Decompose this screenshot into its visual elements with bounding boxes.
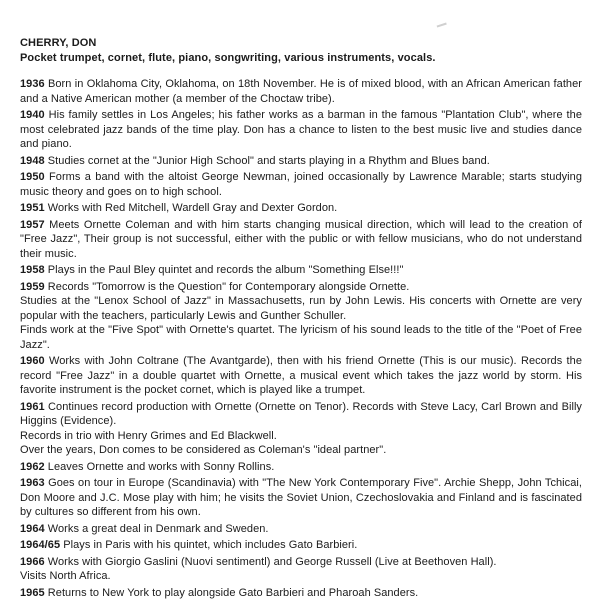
entry-continuation-line: Finds work at the "Five Spot" with Ornette's quartet. The lyricism of his sound leads to the title of the "Poet of Free Jazz". xyxy=(20,324,582,351)
timeline-entry xyxy=(20,476,582,520)
timeline-entries xyxy=(20,77,582,600)
entry-year: 1936 xyxy=(20,78,45,90)
entry-year: 1963 xyxy=(20,477,45,489)
timeline-entry xyxy=(20,586,582,601)
entry-continuation-line: Studies at the "Lenox School of Jazz" in Massachusetts, run by John Lewis. His concerts with Ornette are very popular with the teachers, particularly Lewis and Gunther Schuller. xyxy=(20,295,582,322)
entry-year: 1950 xyxy=(20,171,45,183)
entry-first-line: 1959 Records "Tomorrow is the Question" for Contemporary alongside Ornette. xyxy=(20,280,410,293)
timeline-entry xyxy=(20,522,582,537)
entry-first-line: 1940 His family settles in Los Angeles; his father works as a barman in the famous "Plantation Club", where the most celebrated jazz bands of the time play. Don has a chance to listen to the best music live and studies dance and piano. xyxy=(20,109,582,150)
entry-year: 1965 xyxy=(20,586,45,599)
entry-first-line: 1960 Works with John Coltrane (The Avantgarde), then with his friend Ornette (This is our music). Records the record "Free Jazz" in a double quartet with Ornette, a musical event which takes the jazz world by storm. His favorite instrument is the pocket cornet, which is played like a trumpet. xyxy=(20,355,582,396)
timeline-entry xyxy=(20,218,582,262)
entry-first-line: 1964/65 Plays in Paris with his quintet, which includes Gato Barbieri. xyxy=(20,539,358,551)
document-header xyxy=(20,36,582,65)
timeline-entry xyxy=(20,280,582,353)
timeline-entry xyxy=(20,170,582,199)
entry-first-line: 1948 Studies cornet at the "Junior High School" and starts playing in a Rhythm and Blues band. xyxy=(20,154,490,167)
entry-year: 1966 xyxy=(20,555,45,568)
timeline-entry xyxy=(20,354,582,398)
timeline-entry xyxy=(20,555,582,584)
entry-year: 1951 xyxy=(20,202,45,214)
entry-year: 1964/65 xyxy=(20,539,61,551)
entry-continuation-line: Visits North Africa. xyxy=(20,570,111,582)
entry-year: 1959 xyxy=(20,280,45,293)
entry-year: 1948 xyxy=(20,154,45,167)
document-page xyxy=(20,36,582,602)
timeline-entry xyxy=(20,263,582,278)
entry-first-line: 1962 Leaves Ornette and works with Sonny Rollins. xyxy=(20,460,275,473)
entry-first-line: 1966 Works with Giorgio Gaslini (Nuovi sentimentl) and George Russell (Live at Beethoven Hall). xyxy=(20,555,497,568)
entry-first-line: 1951 Works with Red Mitchell, Wardell Gray and Dexter Gordon. xyxy=(20,202,338,214)
timeline-entry xyxy=(20,201,582,216)
entry-year: 1958 xyxy=(20,264,45,276)
entry-first-line: 1964 Works a great deal in Denmark and Sweden. xyxy=(20,522,269,535)
timeline-entry xyxy=(20,108,582,152)
entry-year: 1962 xyxy=(20,460,45,473)
entry-first-line: 1958 Plays in the Paul Bley quintet and records the album "Something Else!!!" xyxy=(20,264,404,276)
entry-first-line: 1961 Continues record production with Ornette (Ornette on Tenor). Records with Steve Lacy, Carl Brown and Billy Higgins (Evidence). xyxy=(20,400,582,427)
timeline-entry xyxy=(20,538,582,553)
entry-first-line: 1963 Goes on tour in Europe (Scandinavia) with "The New York Contemporary Five". Archie Shepp, John Tchicai, Don Moore and J.C. Mose play with him; he visits the Soviet Union, Czechoslovakia and Finland and is fascinated by cultures so different from his own. xyxy=(20,477,582,518)
entry-first-line: 1965 Returns to New York to play alongside Gato Barbieri and Pharoah Sanders. xyxy=(20,586,419,599)
entry-first-line: 1957 Meets Ornette Coleman and with him starts changing musical direction, which will lead to the creation of "Free Jazz", Their group is not successful, either with the public or with fellow musicians, who do not understand their music. xyxy=(20,218,582,260)
timeline-entry xyxy=(20,460,582,475)
entry-year: 1940 xyxy=(20,109,45,121)
timeline-entry xyxy=(20,154,582,169)
entry-continuation-line: Records in trio with Henry Grimes and Ed Blackwell. xyxy=(20,429,277,442)
entry-continuation-line: Over the years, Don comes to be considered as Coleman's "ideal partner". xyxy=(20,444,387,456)
scan-artifact xyxy=(437,23,448,30)
page-title: CHERRY, DON xyxy=(20,37,97,49)
entry-year: 1964 xyxy=(20,522,45,535)
timeline-entry xyxy=(20,77,582,106)
entry-year: 1961 xyxy=(20,400,45,413)
entry-year: 1957 xyxy=(20,218,45,231)
entry-year: 1960 xyxy=(20,355,45,367)
entry-first-line: 1950 Forms a band with the altoist George Newman, joined occasionally by Lawrence Marable; starts studying music theory and goes on to high school. xyxy=(20,171,582,198)
page-subtitle: Pocket trumpet, cornet, flute, piano, songwriting, various instruments, vocals. xyxy=(20,51,436,64)
timeline-entry xyxy=(20,400,582,458)
entry-first-line: 1936 Born in Oklahoma City, Oklahoma, on 18th November. He is of mixed blood, with an African American father and a Native American mother (a member of the Choctaw tribe). xyxy=(20,78,582,105)
